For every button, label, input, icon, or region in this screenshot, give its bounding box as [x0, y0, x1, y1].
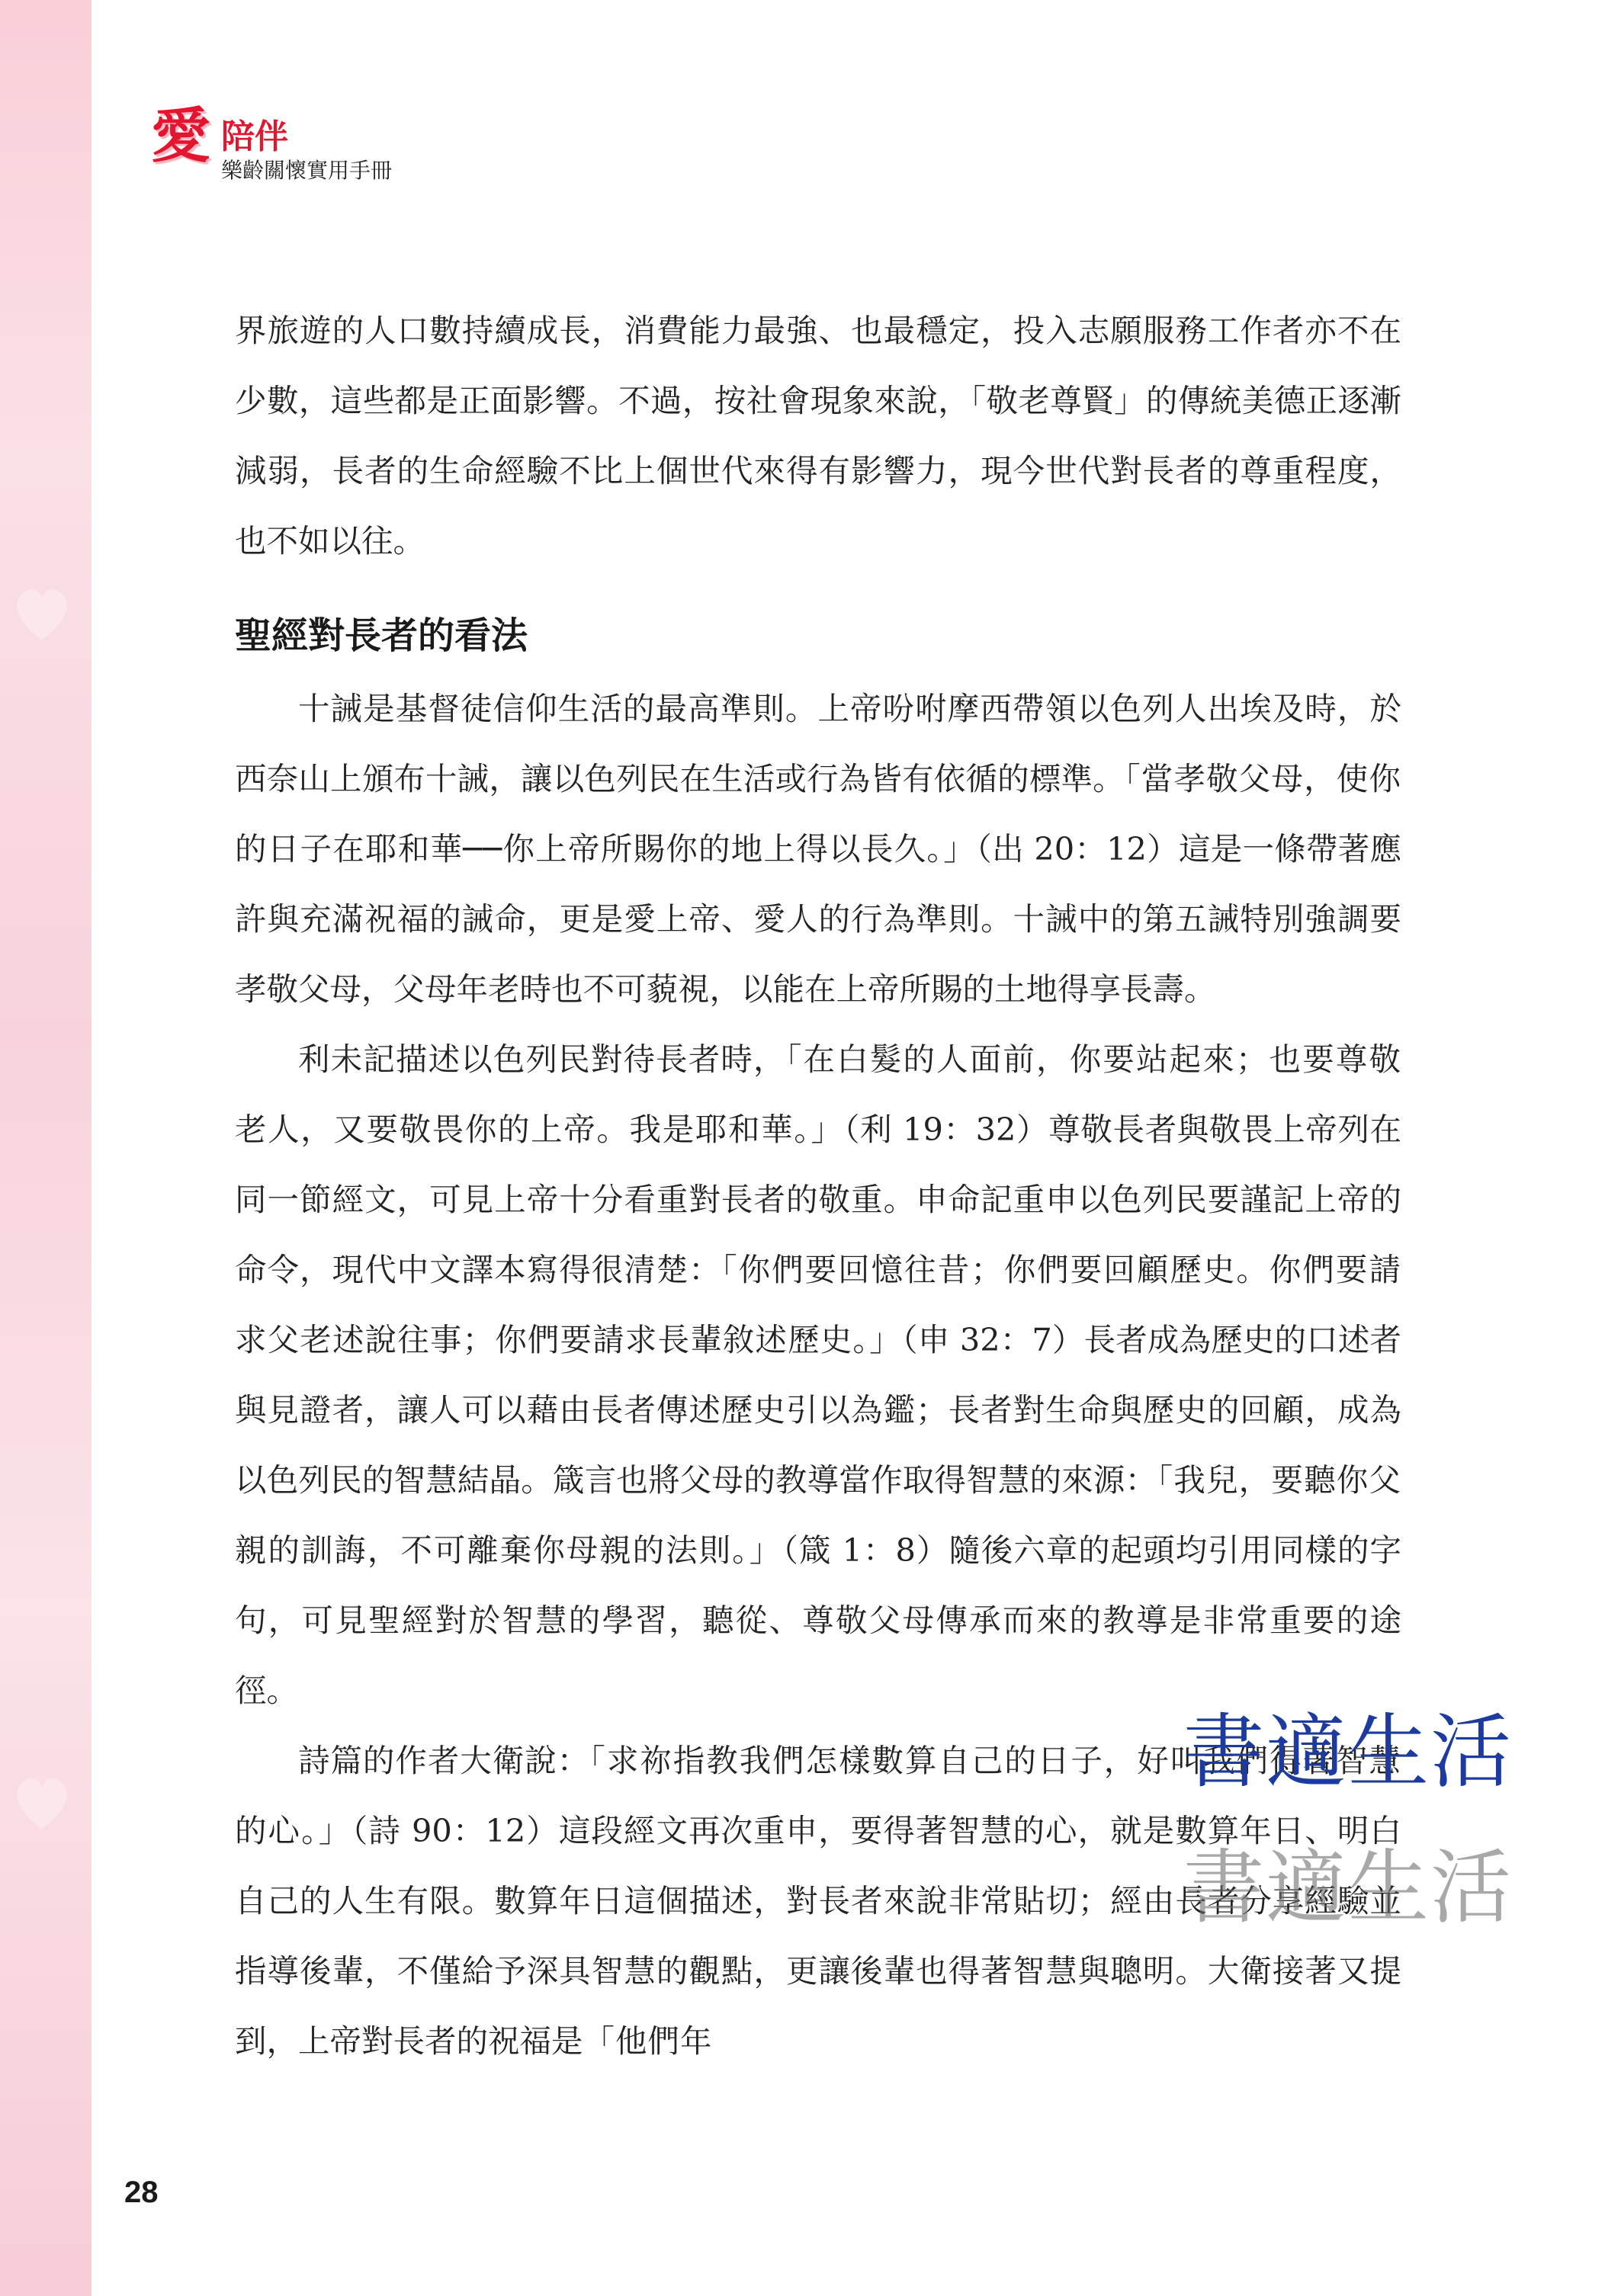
scripture-quote: 「當孝敬父母，使你的日子在耶和華──你上帝所賜你的地上得以長久。」: [235, 760, 1401, 867]
page-body: [235, 296, 1401, 2076]
scripture-quote: 「你們要回憶往昔；你們要回顧歷史。你們要請求父老述說往事；你們要請求長輩敘述歷史。」: [235, 1251, 1401, 1358]
watermark-top: 書適生活: [1183, 1705, 1513, 1799]
paragraph-text: （出 20：12）這是一條帶著應許與充滿祝福的誡命，更是愛上帝、愛人的行為準則。十誡中的第五誡特別強調要孝敬父母，父母年老時也不可藐視，以能在上帝所賜的土地得享長壽。: [235, 830, 1401, 1008]
heart-icon: [8, 579, 76, 648]
heart-icon: [8, 1768, 76, 1837]
intro-paragraph: 界旅遊的人口數持續成長，消費能力最強、也最穩定，投入志願服務工作者亦不在少數，這些都是正面影響。不過，按社會現象來說，「敬老尊賢」的傳統美德正逐漸減弱，長者的生命經驗不比上個世代來得有影響力，現今世代對長者的尊重程度，也不如以往。: [235, 312, 1401, 560]
paragraph-text: 十誡是基督徒信仰生活的最高準則。上帝吩咐摩西帶領以色列人出埃及時，於西奈山上頒布十誡，讓以色列民在生活或行為皆有依循的標準。: [235, 690, 1401, 797]
page-number: 28: [124, 2176, 159, 2209]
paragraph-text: （利 19：32）尊敬長者與敬畏上帝列在同一節經文，可見上帝十分看重對長者的敬重。申命記重申以色列民要謹記上帝的命令，現代中文譯本寫得很清楚：: [235, 1111, 1401, 1288]
scripture-quote: 「在白髮的人面前，你要站起來；也要尊敬老人，又要敬畏你的上帝。我是耶和華。」: [235, 1041, 1401, 1148]
logo-title: 陪伴: [221, 117, 288, 156]
paragraph-leviticus: [235, 1025, 1401, 1726]
paragraph-text: （箴 1：8）隨後六章的起頭均引用同樣的字句，可見聖經對於智慧的學習，聽從、尊敬父母傳承而來的教導是非常重要的途徑。: [235, 1531, 1401, 1709]
section-heading: 聖經對長者的看法: [235, 614, 528, 657]
scripture-quote: 「他們年: [583, 2022, 713, 2060]
paragraph-text: （詩 90：12）這段經文再次重申，要得著智慧的心，就是數算年日、明白自己的人生有限。數算年日這個描述，對長者來說非常貼切；經由長者分享經驗並指導後輩，不僅給予深具智慧的觀點，更讓後輩也得著智慧與聰明。大衛接著又提到，上帝對長者的祝福是: [235, 1812, 1401, 2060]
paragraph-text: 利未記描述以色列民對待長者時，: [298, 1041, 786, 1078]
scripture-quote: 「求祢指教我們怎樣數算自己的日子，好叫我們得著智慧的心。」: [235, 1742, 1401, 1849]
paragraph-text: （申 32：7）長者成為歷史的口述者與見證者，讓人可以藉由長者傳述歷史引以為鑑；長者對生命與歷史的回顧，成為以色列民的智慧結晶。箴言也將父母的教導當作取得智慧的來源：: [235, 1321, 1401, 1499]
logo-subtitle: 樂齡關懷實用手冊: [221, 158, 393, 183]
decorative-side-band: [0, 0, 91, 2296]
watermark-bottom: 書適生活: [1183, 1841, 1513, 1935]
logo-mark: 愛: [151, 102, 211, 171]
paragraph-ten-commandments: [235, 674, 1401, 1025]
scripture-quote: 「我兒，要聽你父親的訓誨，不可離棄你母親的法則。」: [235, 1461, 1401, 1569]
paragraph-text: 詩篇的作者大衛說：: [298, 1742, 590, 1779]
book-logo: [151, 102, 425, 191]
